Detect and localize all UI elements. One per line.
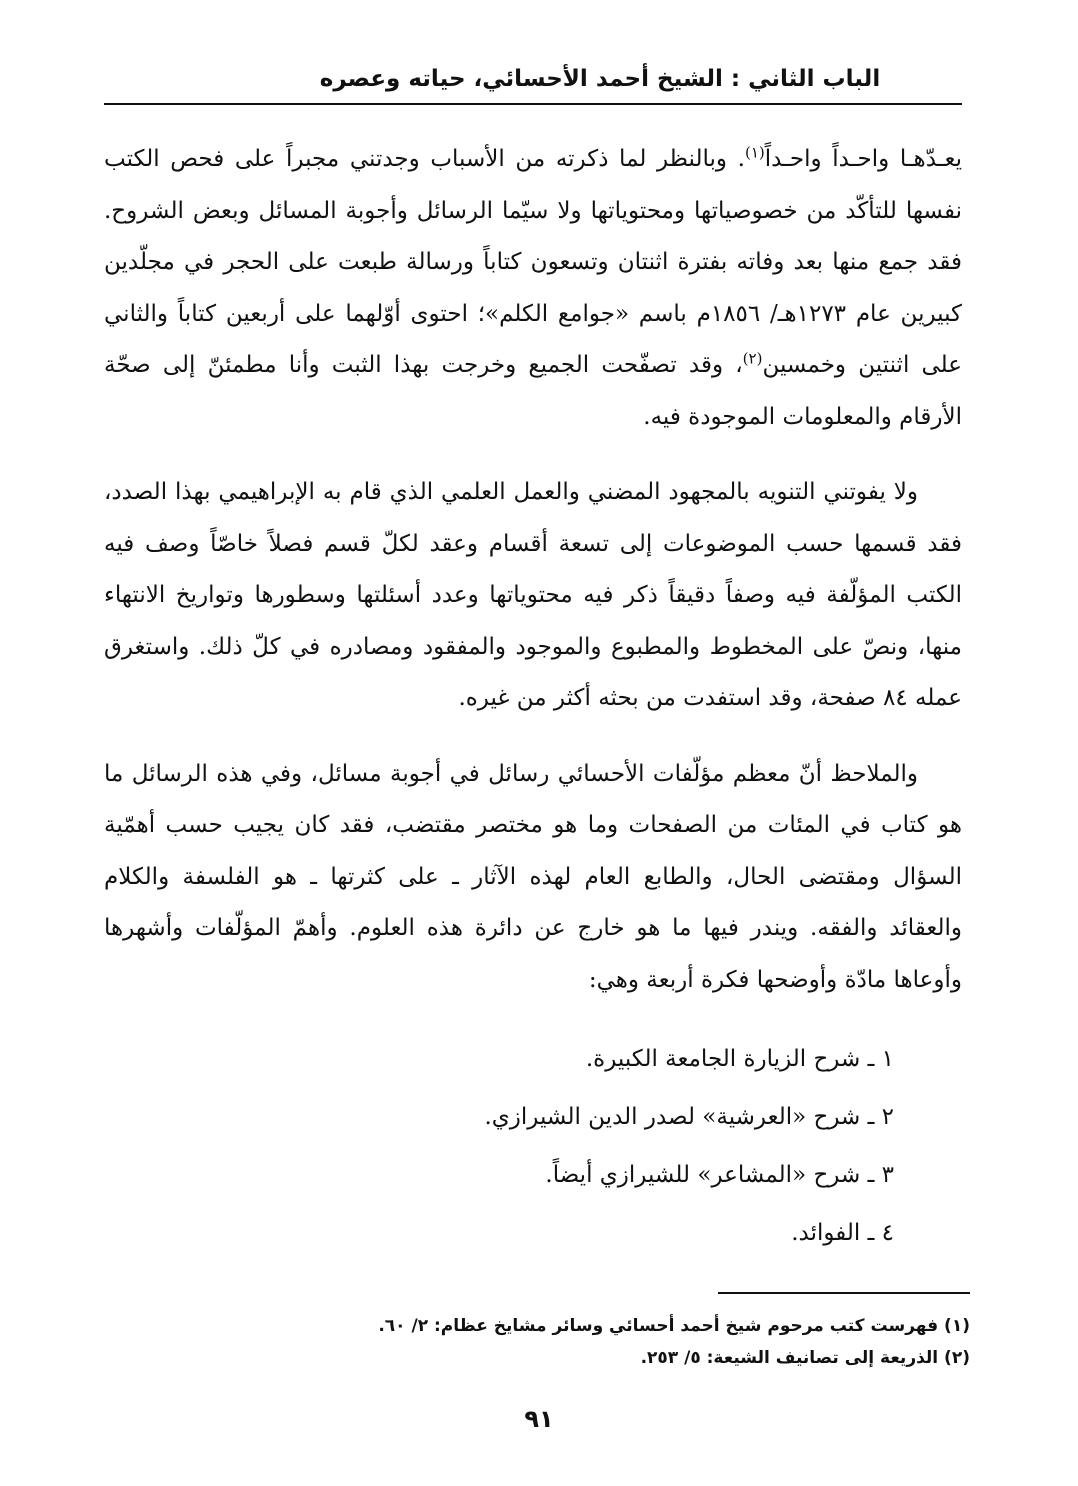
page-number: ٩١ (524, 1405, 554, 1433)
list-item: ١ ـ شرح الزيارة الجامعة الكبيرة. (585, 1046, 894, 1072)
list-item: ٤ ـ الفوائد. (791, 1220, 894, 1246)
footnote-ref-1: (١) (744, 143, 765, 162)
paragraph-1 (104, 134, 962, 443)
header-rule (104, 103, 962, 105)
running-header: الباب الثاني : الشيخ أحمد الأحسائي، حياته وعصره (319, 66, 881, 92)
paragraph-1-part-2: . وبالنظر لما ذكرته من الأسباب وجدتني مجبراً على فحص الكتب نفسها للتأكّد من خصوصياتها ومحتوياتها ولا سيّما الرسائل وأجوبة المسائل وبعض الشروح. فقد جمع منها بعد وفاته بفترة اثنتان وتسعون كتاباً ورسالة طبعت على الحجر في مجلّدين كبيرين عام ١٢٧٣هـ/ ١٨٥٦م باسم «جوامع الكلم»؛ احتوى أوّلهما على أربعين كتاباً والثاني على اثنتين وخمسين (104, 146, 963, 378)
footnote-ref-2: (٢) (742, 349, 763, 368)
footnote-2: (٢) الذريعة إلى تصانيف الشيعة: ٥/ ٢٥٣. (640, 1348, 970, 1368)
list-item: ٢ ـ شرح «العرشية» لصدر الدين الشيرازي. (484, 1104, 894, 1130)
paragraph-1-part-1: يعـدّهـا واحـداً واحـداً (764, 146, 962, 172)
works-list (194, 1030, 894, 1262)
list-item: ٣ ـ شرح «المشاعر» للشيرازي أيضاً. (545, 1162, 894, 1188)
footnote-rule (718, 1292, 970, 1294)
paragraph-3: والملاحظ أنّ معظم مؤلّفات الأحسائي رسائل في أجوبة مسائل، وفي هذه الرسائل ما هو كتاب في المئات من الصفحات وما هو مختصر مقتضب، فقد كان يجيب حسب أهمّية السؤال ومقتضى الحال، والطابع العام لهذه الآثار ـ على كثرتها ـ هو الفلسفة والكلام والعقائد والفقه. ويندر فيها ما هو خارج عن دائرة هذه العلوم. وأهمّ المؤلّفات وأشهرها وأوعاها مادّة وأوضحها فكرة أربعة وهي: (104, 760, 962, 993)
footnote-1: (١) فهرست كتب مرحوم شيخ أحمد أحسائي وسائر مشايخ عظام: ٢/ ٦٠. (378, 1316, 970, 1336)
paragraph-1-part-3: ، وقد تصفّحت الجميع وخرجت بهذا الثبت وأنا مطمئنّ إلى صحّة الأرقام والمعلومات الموجودة فيه. (104, 352, 962, 430)
paragraph-2: ولا يفوتني التنويه بالمجهود المضني والعمل العلمي الذي قام به الإبراهيمي بهذا الصدد، فقد قسمها حسب الموضوعات إلى تسعة أقسام وعقد لكلّ قسم فصلاً خاصّاً وصف فيه الكتب المؤلّفة فيه وصفاً دقيقاً ذكر فيه محتوياتها وعدد أسئلتها وسطورها وتواريخ الانتهاء منها، ونصّ على المخطوط والمطبوع والموجود والمفقود ومصادره في كلّ ذلك. واستغرق عمله ٨٤ صفحة، وقد استفدت من بحثه أكثر من غيره. (104, 479, 962, 711)
body-text (104, 134, 962, 1030)
footnotes (112, 1310, 970, 1374)
